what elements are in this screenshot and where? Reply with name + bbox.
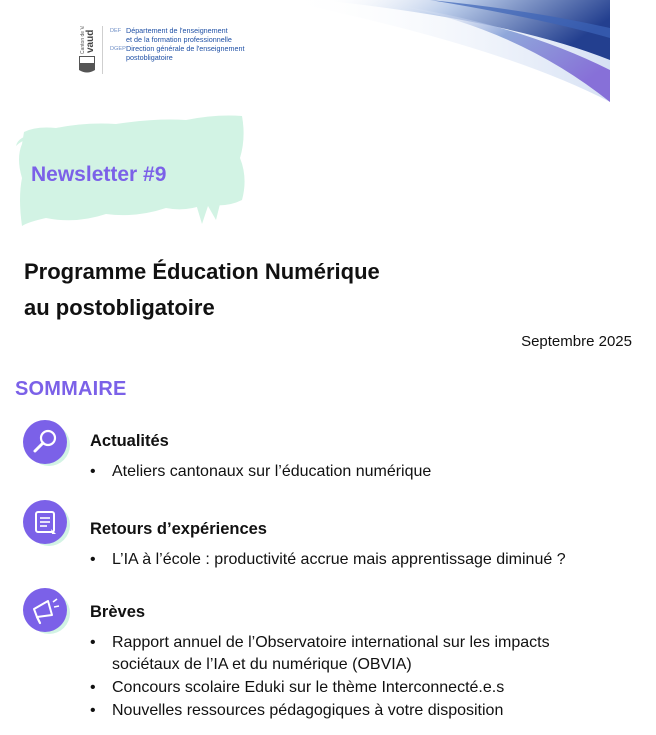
publication-date: Septembre 2025 <box>521 333 632 350</box>
def-name-line1: Département de l'enseignement <box>126 26 228 35</box>
list-item: • Ateliers cantonaux sur l’éducation numérique <box>90 463 432 480</box>
section-title-breves: Brèves <box>90 603 146 621</box>
canton-vaud-logo <box>76 26 98 74</box>
header-banner <box>280 0 610 102</box>
def-name-line2: et de la formation professionnelle <box>126 34 232 44</box>
dgep-name-line2: postobligatoire <box>126 52 173 62</box>
sommaire-heading: SOMMAIRE <box>15 378 127 400</box>
list-item: • Rapport annuel de l’Observatoire international sur les impacts <box>90 634 550 651</box>
document-icon <box>22 499 68 545</box>
title-line2: au postobligatoire <box>24 295 215 320</box>
department-names <box>110 27 244 62</box>
dgep-abbr: DGEP <box>110 46 126 53</box>
megaphone-icon <box>22 587 68 633</box>
list-item: • Concours scolaire Eduki sur le thème Interconnecté.e.s <box>90 679 505 696</box>
def-abbr: DEF <box>110 28 122 34</box>
list-item: • Nouvelles ressources pédagogiques à votre disposition <box>90 702 504 719</box>
page-title <box>24 254 380 326</box>
title-line1: Programme Éducation Numérique <box>24 259 380 284</box>
svg-text:vaud: vaud <box>85 29 96 53</box>
section-title-actualites: Actualités <box>90 432 169 450</box>
list-item-continuation: sociétaux de l’IA et du numérique (OBVIA) <box>112 656 412 673</box>
newsletter-label: Newsletter #9 <box>31 163 167 186</box>
logo-divider <box>102 26 103 74</box>
dgep-name-line1: Direction générale de l'enseignement <box>126 44 245 54</box>
canton-text: Canton de Vaud <box>80 26 86 54</box>
magnifier-icon <box>22 419 68 465</box>
list-item: • L’IA à l’école : productivité accrue mais apprentissage diminué ? <box>90 551 566 568</box>
section-title-retours: Retours d’expériences <box>90 520 267 538</box>
